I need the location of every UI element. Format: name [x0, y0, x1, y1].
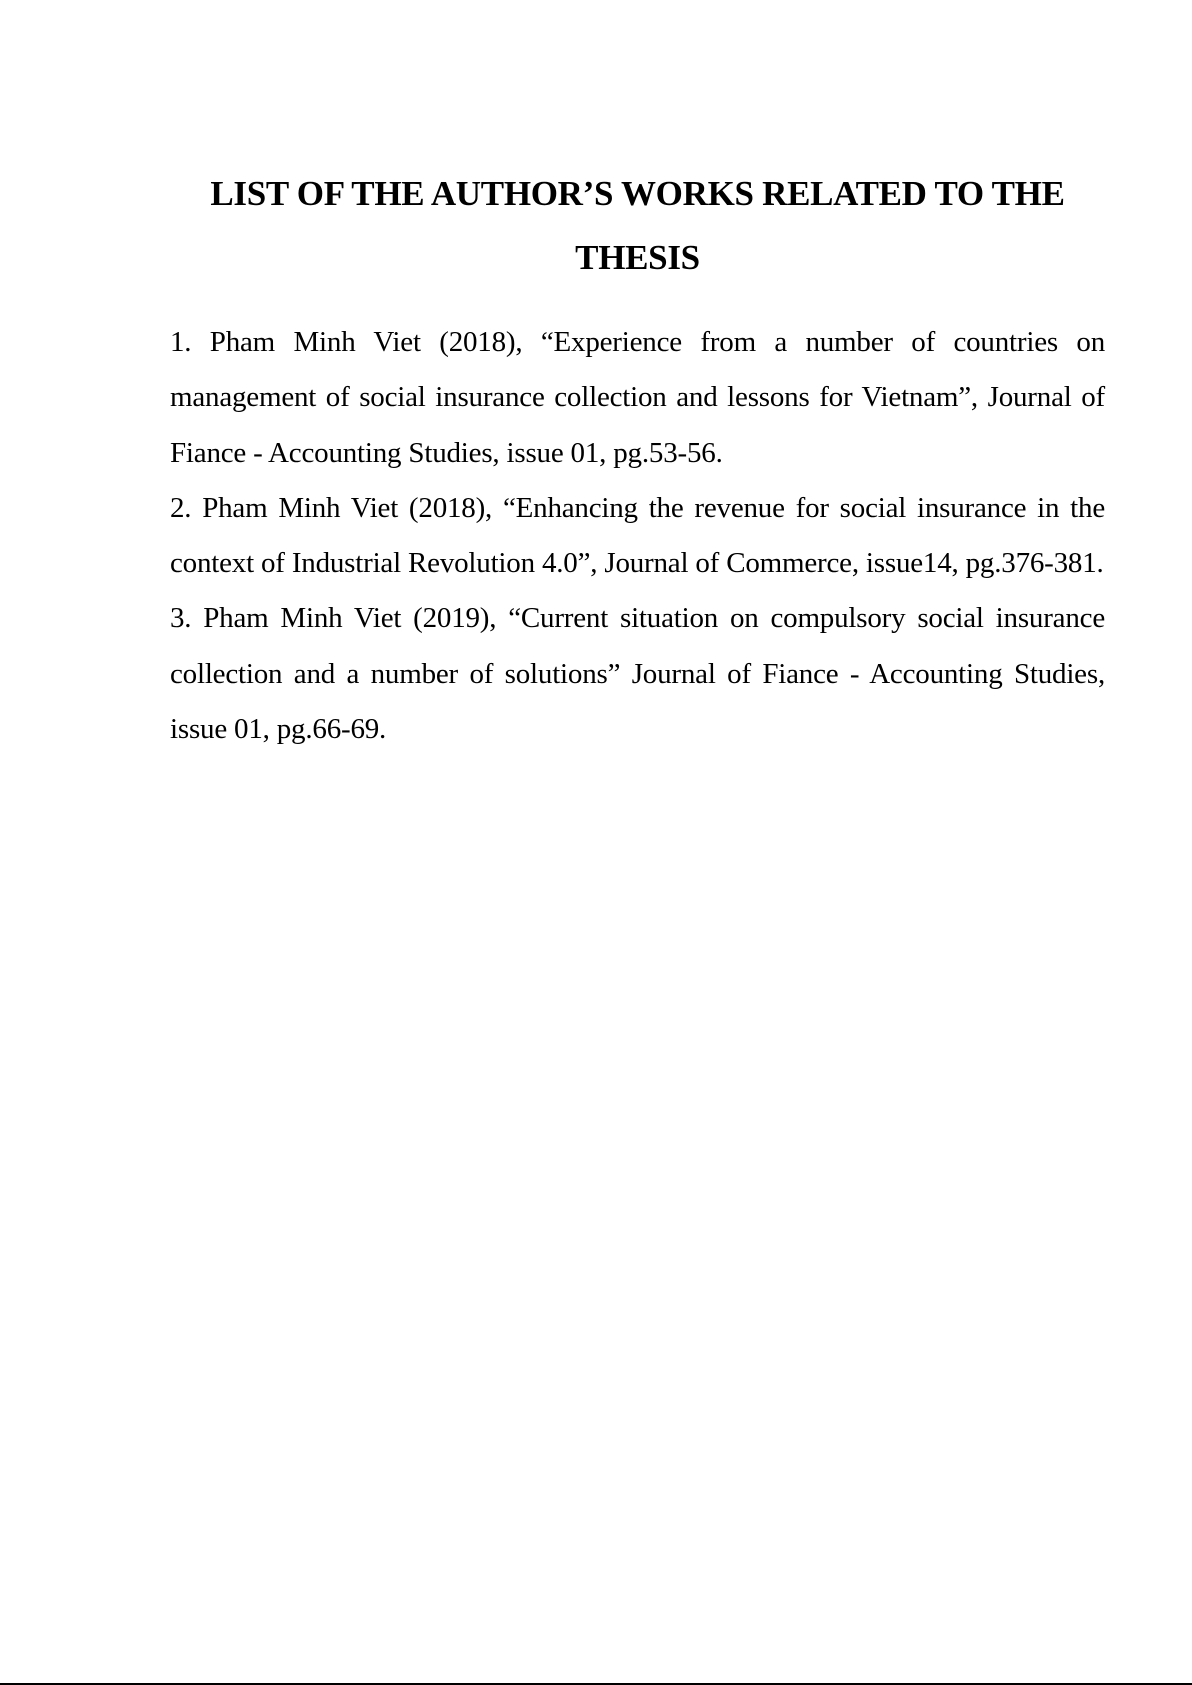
- work-item-3: 3. Pham Minh Viet (2019), “Current situation on compulsory social insurance collection and a number of solutions” Journal of Fiance - Accounting Studies, issue 01, pg.66-69.: [170, 602, 1105, 746]
- works-list: [170, 315, 1105, 757]
- work-item-1: 1. Pham Minh Viet (2018), “Experience from a number of countries on management of social insurance collection and lessons for Vietnam”, Journal of Fiance - Accounting Studies, issue 01, pg.53-56.: [170, 326, 1105, 469]
- work-item-2: 2. Pham Minh Viet (2018), “Enhancing the revenue for social insurance in the context of Industrial Revolution 4.0”, Journal of Commerce, issue14, pg.376-381.: [170, 491, 1105, 580]
- page-title: LIST OF THE AUTHOR’S WORKS RELATED TO THE THESIS: [210, 174, 1065, 277]
